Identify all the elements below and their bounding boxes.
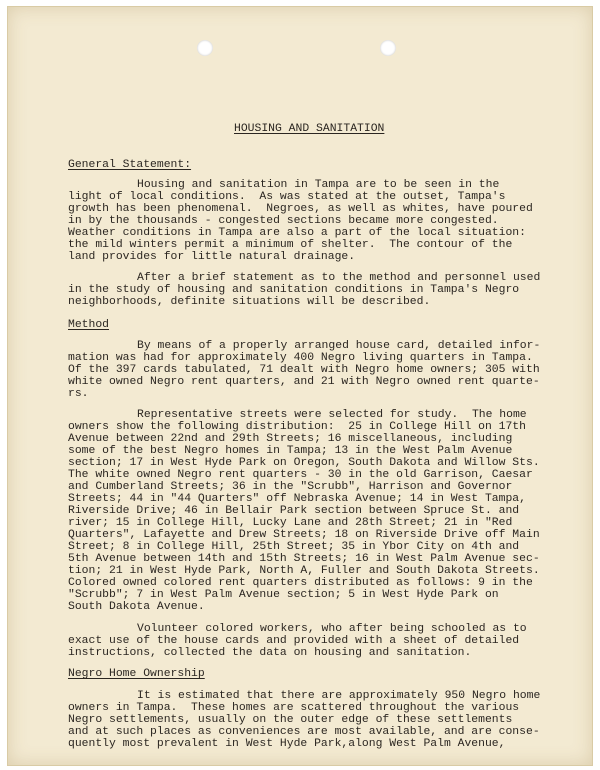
p2-line: After a brief statement as to the method and personnel used bbox=[137, 272, 541, 284]
p3-line: rs. bbox=[68, 388, 89, 400]
p6-line: owners in Tampa. These homes are scattered throughout the various bbox=[68, 702, 520, 714]
p2-line: neighborhoods, definite situations will be described. bbox=[68, 296, 431, 308]
document-text bbox=[8, 7, 592, 765]
p1-line: Weather conditions in Tampa are also a part of the local situation: bbox=[68, 227, 526, 239]
p6-line: It is estimated that there are approximately 950 Negro home bbox=[137, 690, 541, 702]
p1-line: growth has been phenomenal. Negroes, as well as whites, have poured bbox=[68, 203, 533, 215]
p4-line: "Scrubb"; 7 in West Palm Avenue section; 5 in West Hyde Park on bbox=[68, 589, 499, 601]
heading-method: Method bbox=[68, 319, 110, 331]
p4-line: river; 15 in College Hill, Lucky Lane and 28th Street; 21 in "Red bbox=[68, 517, 513, 529]
p4-line: and Cumberland Streets; 36 in the "Scrubb", Harrison and Governor bbox=[68, 481, 513, 493]
p4-line: The white owned Negro rent quarters - 30 in the old Garrison, Caesar bbox=[68, 469, 533, 481]
p1-line: Housing and sanitation in Tampa are to be seen in the bbox=[137, 179, 500, 191]
p4-line: owners show the following distribution: 25 in College Hill on 17th bbox=[68, 421, 526, 433]
p4-line: Avenue between 22nd and 29th Streets; 16 miscellaneous, including bbox=[68, 433, 513, 445]
p3-line: By means of a properly arranged house card, detailed infor- bbox=[137, 340, 541, 352]
p4-line: Representative streets were selected for study. The home bbox=[137, 409, 527, 421]
document-page bbox=[7, 6, 593, 766]
p3-line: white owned Negro rent quarters, and 21 with Negro owned rent quarte- bbox=[68, 376, 540, 388]
document-title: HOUSING AND SANITATION bbox=[234, 123, 385, 135]
p1-line: land provides for little natural drainage. bbox=[68, 251, 356, 263]
p6-line: and at such places as conveniences are most available, and are conse- bbox=[68, 726, 540, 738]
heading-general-statement: General Statement: bbox=[68, 159, 192, 171]
p4-line: section; 17 in West Hyde Park on Oregon, South Dakota and Willow Sts. bbox=[68, 457, 540, 469]
p1-line: in by the thousands - congested sections became more congested. bbox=[68, 215, 499, 227]
p1-line: the mild winters permit a minimum of shelter. The contour of the bbox=[68, 239, 513, 251]
p4-line: some of the best Negro homes in Tampa; 13 in the West Palm Avenue bbox=[68, 445, 513, 457]
p6-line: Negro settlements, usually on the outer edge of these settlements bbox=[68, 714, 513, 726]
p6-line: quently most prevalent in West Hyde Park,along West Palm Avenue, bbox=[68, 738, 506, 750]
p4-line: South Dakota Avenue. bbox=[68, 601, 205, 613]
p4-line: 5th Avenue between 14th and 15th Streets; 16 in West Palm Avenue sec- bbox=[68, 553, 540, 565]
p4-line: Riverside Drive; 46 in Bellair Park section between Spruce St. and bbox=[68, 505, 520, 517]
p3-line: mation was had for approximately 400 Negro living quarters in Tampa. bbox=[68, 352, 533, 364]
p5-line: Volunteer colored workers, who after being schooled as to bbox=[137, 623, 527, 635]
p1-line: light of local conditions. As was stated at the outset, Tampa's bbox=[68, 191, 506, 203]
p4-line: Quarters", Lafayette and Drew Streets; 18 on Riverside Drive off Main bbox=[68, 529, 540, 541]
heading-negro-home-ownership: Negro Home Ownership bbox=[68, 668, 205, 680]
p4-line: Streets; 44 in "44 Quarters" off Nebraska Avenue; 14 in West Tampa, bbox=[68, 493, 526, 505]
p4-line: Street; 8 in College Hill, 25th Street; 35 in Ybor City on 4th and bbox=[68, 541, 520, 553]
p3-line: Of the 397 cards tabulated, 71 dealt with Negro home owners; 305 with bbox=[68, 364, 540, 376]
p4-line: tion; 21 in West Hyde Park, North A, Fuller and South Dakota Streets. bbox=[68, 565, 540, 577]
p5-line: exact use of the house cards and provided with a sheet of detailed bbox=[68, 635, 520, 647]
p2-line: in the study of housing and sanitation conditions in Tampa's Negro bbox=[68, 284, 520, 296]
p5-line: instructions, collected the data on housing and sanitation. bbox=[68, 647, 472, 659]
p4-line: Colored owned colored rent quarters distributed as follows: 9 in the bbox=[68, 577, 533, 589]
